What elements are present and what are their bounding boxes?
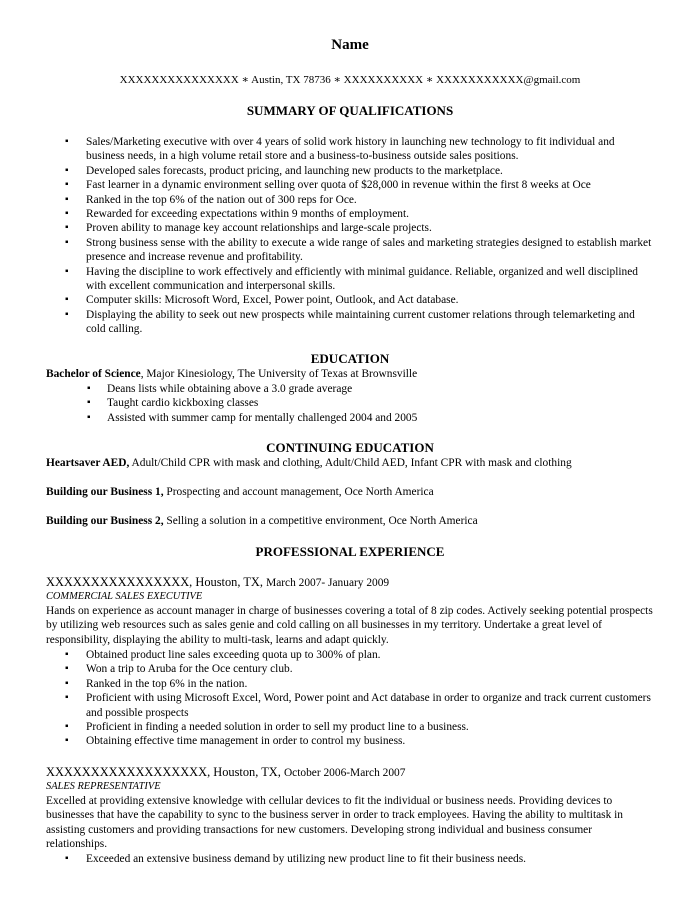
list-item: ▪ Computer skills: Microsoft Word, Excel, Power point, Outlook, and Act database. [46, 293, 654, 307]
employer-name: XXXXXXXXXXXXXXXX, Houston, TX, [46, 575, 263, 589]
list-item: ▪ Sales/Marketing executive with over 4 years of solid work history in launching new technology to fit individual and business needs, in a high volume retail store and a business-to-business outside sales positions. [46, 135, 654, 164]
employer-name: XXXXXXXXXXXXXXXXXX, Houston, TX, [46, 765, 281, 779]
job-achievements [46, 648, 654, 749]
course-detail: Adult/Child CPR with mask and clothing, Adult/Child AED, Infant CPR with mask and clothing [129, 457, 572, 469]
list-item: ▪ Proficient in finding a needed solution in order to sell my product line to a business. [46, 720, 654, 734]
summary-list [46, 135, 654, 337]
degree-line [46, 367, 654, 381]
job-description: Excelled at providing extensive knowledge with cellular devices to fit the individual or business needs. Providing devices to businesses that have the capability to sync to the business server in order to track employees. Having the ability to multitask in assisting customers and providing transactions for new customers. Developing strong individual and business consumer relationships. [46, 795, 623, 851]
course-detail: Selling a solution in a competitive environment, Oce North America [163, 515, 478, 527]
list-item: ▪ Developed sales forecasts, product pricing, and launching new products to the marketplace. [46, 164, 654, 178]
list-item: ▪ Fast learner in a dynamic environment selling over quota of $28,000 in revenue within the first 8 weeks at Oce [46, 178, 654, 192]
list-item: ▪ Obtained product line sales exceeding quota up to 300% of plan. [46, 648, 654, 662]
experience-heading: PROFESSIONAL EXPERIENCE [255, 544, 445, 559]
list-item: ▪ Rewarded for exceeding expectations within 9 months of employment. [46, 207, 654, 221]
list-item: ▪ Proven ability to manage key account relationships and large-scale projects. [46, 221, 654, 235]
job-dates: March 2007- January 2009 [266, 577, 390, 589]
list-item: ▪ Taught cardio kickboxing classes [46, 396, 654, 410]
continuing-education-heading: CONTINUING EDUCATION [266, 440, 434, 455]
continuing-entry [46, 485, 654, 499]
contact-line: XXXXXXXXXXXXXXX ∗ Austin, TX 78736 ∗ XXXXXXXXXX ∗ XXXXXXXXXXX@gmail.com [119, 74, 581, 86]
course-name: Building our Business 2, [46, 515, 164, 527]
candidate-name: Name [331, 37, 369, 53]
degree-name: Bachelor of Science [46, 368, 141, 380]
list-item: ▪ Assisted with summer camp for mentally challenged 2004 and 2005 [46, 411, 654, 425]
list-item: ▪ Deans lists while obtaining above a 3.0 grade average [46, 382, 654, 396]
job-dates: October 2006-March 2007 [283, 767, 406, 779]
list-item: ▪ Proficient with using Microsoft Excel, Word, Power point and Act database in order to organize and track current customers and possible prospects [46, 691, 654, 720]
education-list [46, 382, 654, 425]
course-name: Heartsaver AED, [46, 457, 130, 469]
list-item: ▪ Strong business sense with the ability to execute a wide range of sales and marketing strategies designed to establish market presence and increase revenue and profitability. [46, 236, 654, 265]
job-title: SALES REPRESENTATIVE [46, 781, 161, 792]
list-item: ▪ Ranked in the top 6% of the nation out of 300 reps for Oce. [46, 193, 654, 207]
job-description: Hands on experience as account manager in charge of businesses covering a total of 8 zip codes. Actively seeking potential prospects by utilizing web resources such as sales genie and cold calling on all businesses in my territory. Undertake a great level of responsibility, displaying the ability to multi-task, learns and adapt quickly. [46, 605, 653, 646]
degree-detail: , Major Kinesiology, The University of Texas at Brownsville [140, 368, 418, 380]
education-heading: EDUCATION [310, 351, 390, 366]
list-item: ▪ Ranked in the top 6% in the nation. [46, 677, 654, 691]
job-employer [46, 765, 654, 780]
list-item: ▪ Won a trip to Aruba for the Oce century club. [46, 662, 654, 676]
continuing-entry [46, 514, 654, 528]
course-name: Building our Business 1, [46, 486, 164, 498]
job-title: COMMERCIAL SALES EXECUTIVE [46, 591, 203, 602]
list-item: ▪ Obtaining effective time management in order to control my business. [46, 734, 654, 748]
job-achievements [46, 852, 654, 866]
continuing-entry [46, 456, 654, 470]
summary-heading: SUMMARY OF QUALIFICATIONS [246, 103, 454, 118]
list-item: ▪ Exceeded an extensive business demand by utilizing new product line to fit their business needs. [46, 852, 654, 866]
list-item: ▪ Having the discipline to work effectively and efficiently with minimal guidance. Reliable, organized and well disciplined with excellent communication and interpersonal skills. [46, 265, 654, 294]
course-detail: Prospecting and account management, Oce North America [163, 486, 434, 498]
job-employer [46, 575, 654, 590]
list-item: ▪ Displaying the ability to seek out new prospects while maintaining current customer relations through telemarketing and cold calling. [46, 308, 654, 337]
